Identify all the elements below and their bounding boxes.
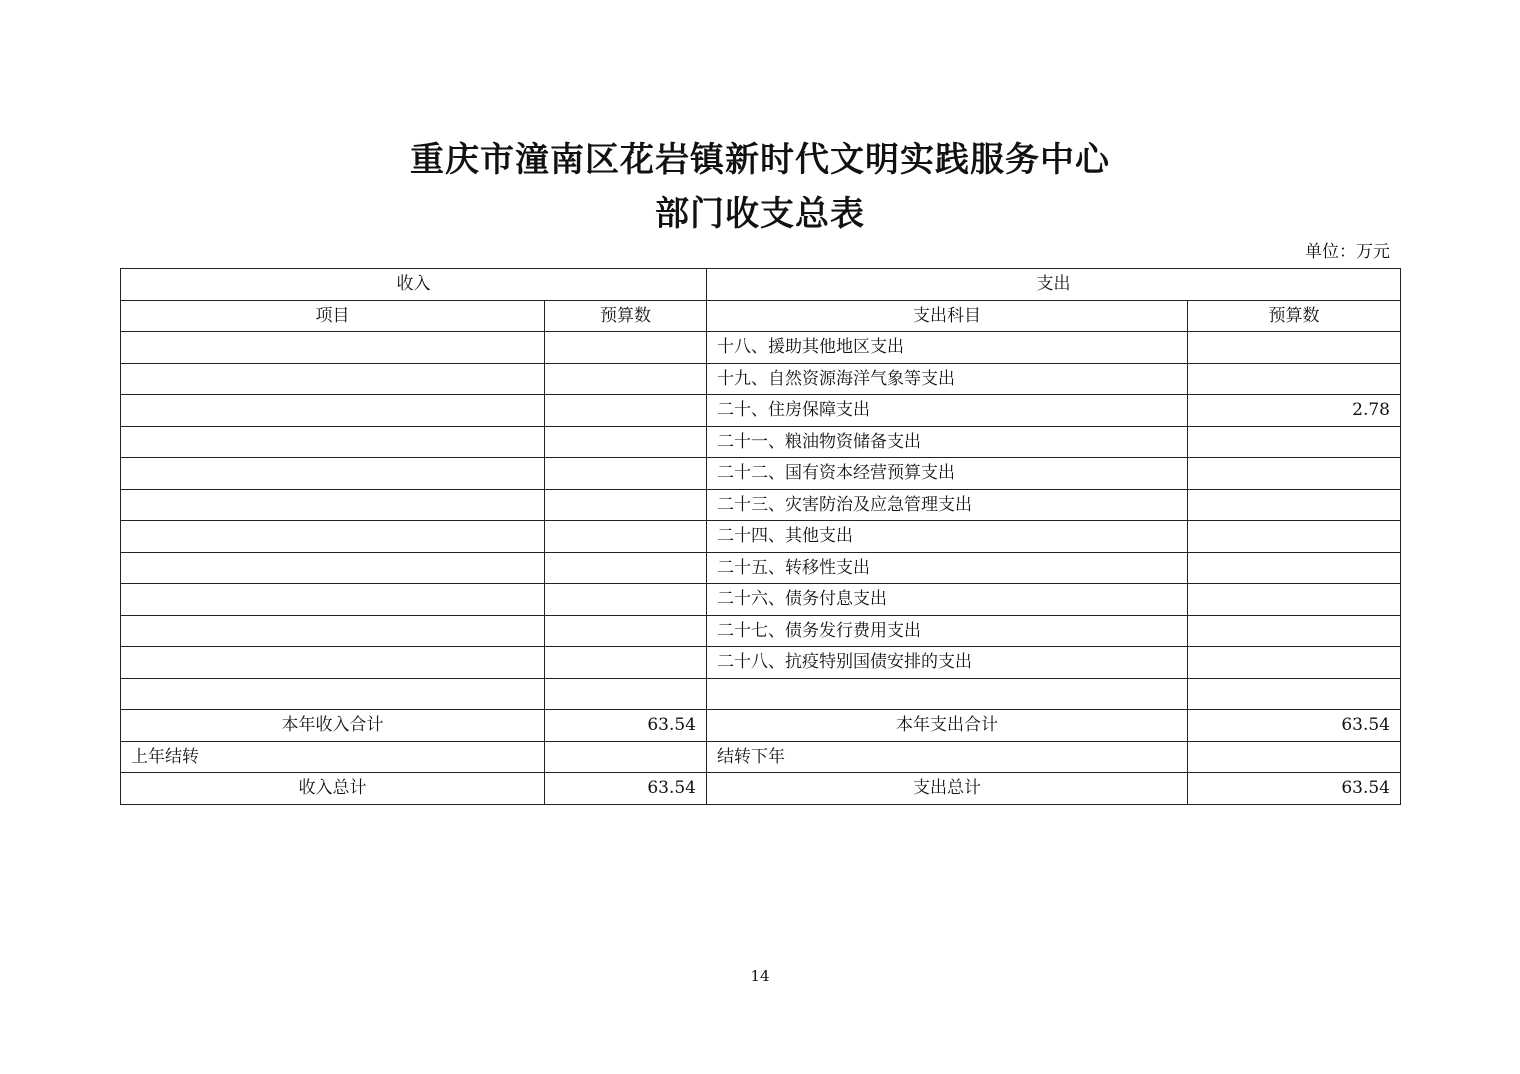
income-budget-cell: [545, 363, 707, 395]
table-row: [121, 615, 1401, 647]
expense-item-cell: 二十七、债务发行费用支出: [707, 615, 1188, 647]
table-row: [121, 332, 1401, 364]
income-budget-cell: [545, 395, 707, 427]
table-row: [121, 678, 1401, 710]
income-item-cell: [121, 395, 545, 427]
expense-budget-cell: [1188, 489, 1401, 521]
expense-item-cell: 十八、援助其他地区支出: [707, 332, 1188, 364]
income-item-cell: [121, 552, 545, 584]
table-row: [121, 426, 1401, 458]
expense-budget-cell: [1188, 584, 1401, 616]
table-row: [121, 552, 1401, 584]
income-grand-total-value: 63.54: [545, 773, 707, 805]
income-item-cell: [121, 584, 545, 616]
income-section-header: 收入: [121, 269, 707, 301]
document-subtitle: 部门收支总表: [655, 194, 865, 234]
expense-item-cell: 二十五、转移性支出: [707, 552, 1188, 584]
income-item-cell: [121, 647, 545, 679]
expense-item-cell: 二十、住房保障支出: [707, 395, 1188, 427]
income-carryover-value: [545, 741, 707, 773]
income-item-cell: [121, 678, 545, 710]
table-row: [121, 647, 1401, 679]
expense-item-cell: 十九、自然资源海洋气象等支出: [707, 363, 1188, 395]
table-row: [121, 584, 1401, 616]
income-budget-cell: [545, 615, 707, 647]
page-number: 14: [750, 967, 770, 985]
income-item-cell: [121, 458, 545, 490]
expense-budget-cell: [1188, 332, 1401, 364]
expense-carryover-label: 结转下年: [707, 741, 1188, 773]
table-row: [121, 458, 1401, 490]
income-budget-cell: [545, 332, 707, 364]
table-row: [121, 489, 1401, 521]
carryover-row: [121, 741, 1401, 773]
income-budget-cell: [545, 489, 707, 521]
income-item-cell: [121, 426, 545, 458]
income-year-total-label: 本年收入合计: [121, 710, 545, 742]
column-header-row: [121, 300, 1401, 332]
income-item-cell: [121, 489, 545, 521]
expense-year-total-value: 63.54: [1188, 710, 1401, 742]
expense-item-cell: 二十四、其他支出: [707, 521, 1188, 553]
income-budget-cell: [545, 458, 707, 490]
expense-grand-total-value: 63.54: [1188, 773, 1401, 805]
income-budget-cell: [545, 584, 707, 616]
income-budget-cell: [545, 426, 707, 458]
expense-budget-cell: [1188, 647, 1401, 679]
income-budget-cell: [545, 678, 707, 710]
document-title: 重庆市潼南区花岩镇新时代文明实践服务中心: [410, 140, 1110, 180]
expense-item-cell: [707, 678, 1188, 710]
expense-item-cell: 二十二、国有资本经营预算支出: [707, 458, 1188, 490]
income-item-cell: [121, 363, 545, 395]
expense-budget-cell: 2.78: [1188, 395, 1401, 427]
income-budget-cell: [545, 647, 707, 679]
income-budget-header: 预算数: [545, 300, 707, 332]
table-row: [121, 363, 1401, 395]
section-header-row: [121, 269, 1401, 301]
expense-budget-cell: [1188, 552, 1401, 584]
table-row: [121, 395, 1401, 427]
income-year-total-value: 63.54: [545, 710, 707, 742]
expense-item-header: 支出科目: [707, 300, 1188, 332]
expense-item-cell: 二十三、灾害防治及应急管理支出: [707, 489, 1188, 521]
expense-carryover-value: [1188, 741, 1401, 773]
expense-budget-header: 预算数: [1188, 300, 1401, 332]
table-row: [121, 521, 1401, 553]
expense-budget-cell: [1188, 678, 1401, 710]
year-total-row: [121, 710, 1401, 742]
expense-item-cell: 二十八、抗疫特别国债安排的支出: [707, 647, 1188, 679]
expense-budget-cell: [1188, 615, 1401, 647]
expense-budget-cell: [1188, 426, 1401, 458]
grand-total-row: [121, 773, 1401, 805]
expense-item-cell: 二十六、债务付息支出: [707, 584, 1188, 616]
income-carryover-label: 上年结转: [121, 741, 545, 773]
income-budget-cell: [545, 552, 707, 584]
expense-budget-cell: [1188, 458, 1401, 490]
income-grand-total-label: 收入总计: [121, 773, 545, 805]
expense-year-total-label: 本年支出合计: [707, 710, 1188, 742]
income-budget-cell: [545, 521, 707, 553]
income-item-cell: [121, 521, 545, 553]
expense-section-header: 支出: [707, 269, 1401, 301]
expense-budget-cell: [1188, 363, 1401, 395]
income-item-cell: [121, 332, 545, 364]
income-item-cell: [121, 615, 545, 647]
expense-grand-total-label: 支出总计: [707, 773, 1188, 805]
income-expense-table: [120, 268, 1401, 805]
expense-budget-cell: [1188, 521, 1401, 553]
income-item-header: 项目: [121, 300, 545, 332]
unit-label: 单位：万元: [1305, 242, 1390, 262]
expense-item-cell: 二十一、粮油物资储备支出: [707, 426, 1188, 458]
